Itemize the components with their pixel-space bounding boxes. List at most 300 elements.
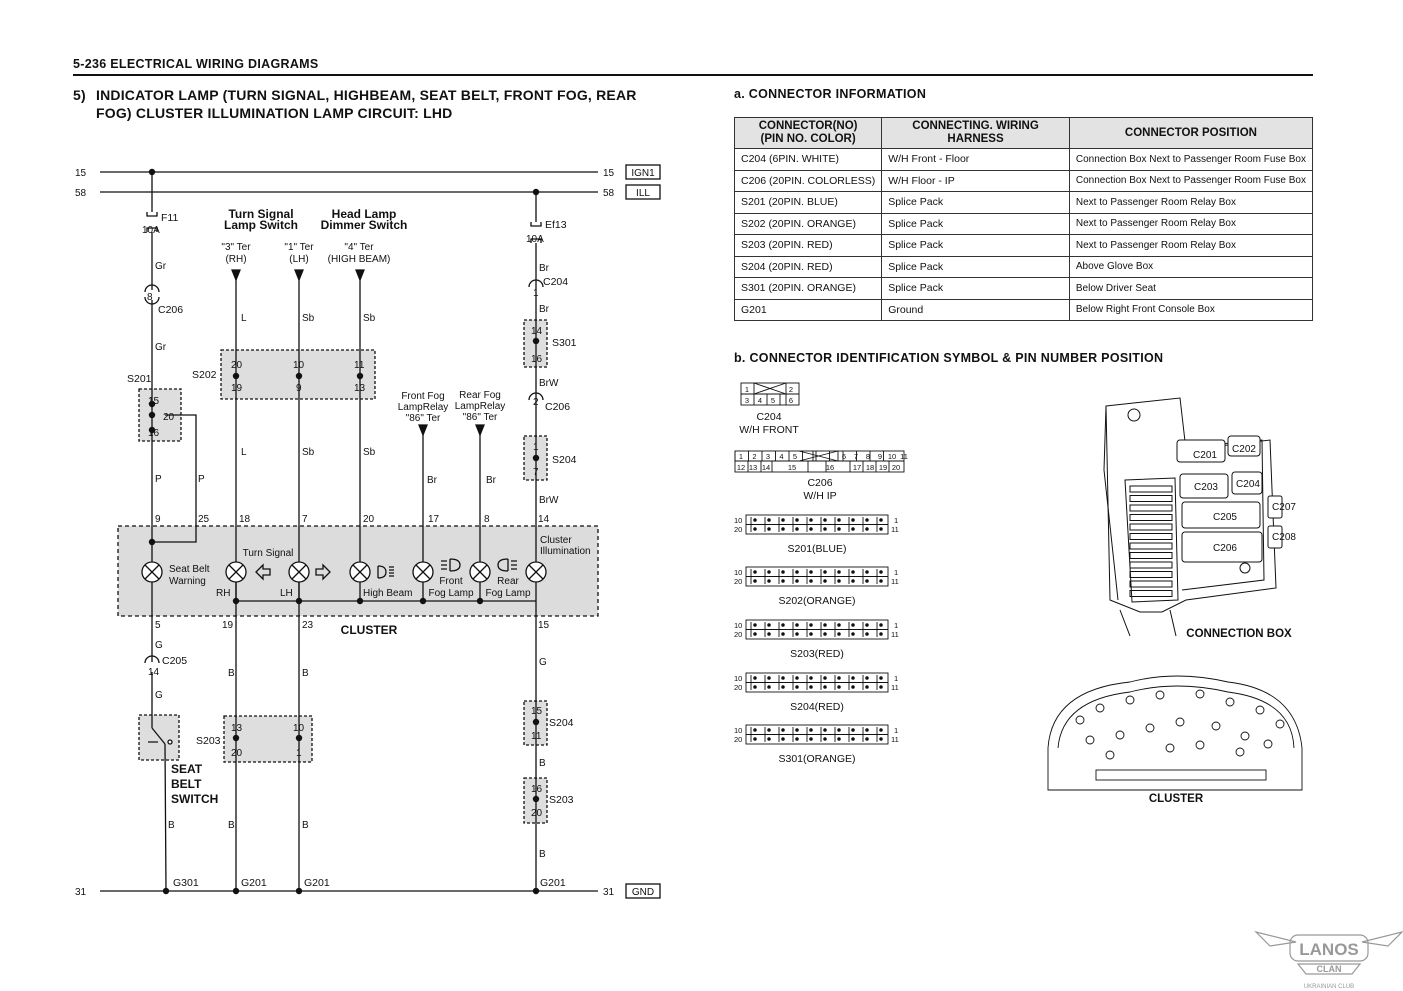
splice-pack-label: S301(ORANGE) [778,753,856,765]
pack-pin-label: 11 [891,525,899,534]
wire-color-label: B [302,820,309,831]
rf-relay-arrow [476,425,484,435]
cell-harness: W/H Front - Floor [882,149,1070,171]
c206-pin: 8 [865,452,871,461]
turn-switch-title-1: Turn Signal [228,207,294,221]
pack-pin [838,571,841,574]
watermark-text [1299,940,1359,990]
c206-pin: 12 [736,463,746,472]
pin-number: 11 [531,731,542,742]
cell-harness: Splice Pack [882,192,1070,214]
pack-pin-label: 11 [891,577,899,586]
fuse-ef13-label: Ef13 [545,219,567,231]
cell-connector: G201 [735,299,882,321]
pack-pin [768,677,771,680]
pack-pin [782,571,785,574]
pack-pin [782,738,785,741]
ill-label: ILL [636,188,650,199]
wire-color-label: L [241,447,247,458]
pack-pin [754,580,757,583]
s301-label: S301 [552,337,577,349]
splice-dot [420,598,426,604]
cb-connector-label: C204 [1236,479,1260,490]
cell-harness: Splice Pack [882,213,1070,235]
cell-position: Below Driver Seat [1069,278,1312,300]
pin-number: 9 [296,383,302,394]
pack-pin [796,580,799,583]
watermark-tagline: UKRAINIAN CLUB [1303,984,1355,990]
cell-position: Next to Passenger Room Relay Box [1069,192,1312,214]
wire-color-label: G [155,640,163,651]
c206-pin: 13 [748,463,758,472]
ff-relay-arrow [419,425,427,435]
cell-connector: C206 (20PIN. COLORLESS) [735,170,882,192]
c206-pin: 6 [841,452,847,461]
pack-pin [768,729,771,732]
bus-58-left: 58 [75,188,87,199]
wire-color-label: B [228,668,235,679]
pack-pin [754,633,757,636]
wire-color-label: BrW [539,495,559,506]
pack-pin [824,633,827,636]
pin-number: 17 [428,514,440,525]
pack-pin [824,528,827,531]
pack-pin [824,677,827,680]
cb-connector-label: C203 [1194,482,1218,493]
bus-31-left: 31 [75,887,87,898]
splice-dot [149,169,155,175]
pin-number: 13 [231,723,243,734]
pin-number: 25 [198,514,210,525]
lh-label: LH [280,588,293,599]
cell-harness: Splice Pack [882,278,1070,300]
ter1-label: "1" Ter [284,242,314,253]
rh-label: RH [216,588,231,599]
rear-fog-relay-label: Rear Fog [459,390,501,401]
page-header: 5-236 ELECTRICAL WIRING DIAGRAMS [73,57,319,71]
pack-pin [866,519,869,522]
pin-number: 16 [148,428,160,439]
pack-pin-label: 20 [734,735,743,744]
splice-pack-label: S203(RED) [790,648,844,660]
cell-connector: S202 (20PIN. ORANGE) [735,213,882,235]
c206-pin: 17 [852,463,862,472]
pack-pin [824,624,827,627]
pack-pin [782,729,785,732]
pack-pin [768,519,771,522]
pin-number: 15 [531,706,543,717]
pack-pin [754,571,757,574]
pin-number: 9 [155,514,161,525]
splice-dot [533,189,539,195]
pin-number: 11 [354,360,365,371]
pack-pin [754,729,757,732]
splice-dot [233,735,239,741]
pack-pin [768,571,771,574]
pin-number: 10 [293,723,305,734]
pack-pin [810,571,813,574]
pack-pin [852,580,855,583]
splice-dot [233,888,239,894]
c204-pin: 3 [744,396,750,405]
pack-pin-label: 20 [734,577,743,586]
pack-pin [838,729,841,732]
s201-label: S201 [127,373,152,385]
pin-number: 15 [148,396,160,407]
cell-harness: Splice Pack [882,235,1070,257]
pack-pin [782,528,785,531]
cell-position: Next to Passenger Room Relay Box [1069,213,1312,235]
c206-pin: 2 [752,452,757,461]
cell-position: Above Glove Box [1069,256,1312,278]
wire-color-label: Br [427,475,437,486]
c206-label-right: C206 [545,401,571,413]
cluster-title: CLUSTER [340,623,398,637]
c204-pin: 5 [770,396,776,405]
pack-pin [810,729,813,732]
bus-31-right: 31 [603,887,615,898]
cell-harness: W/H Floor - IP [882,170,1070,192]
wire-color-label: P [155,474,162,485]
pack-pin [838,633,841,636]
pack-pin [754,686,757,689]
wire-color-label: Br [539,263,549,274]
pack-pin [824,580,827,583]
c206-pin: 4 [779,452,784,461]
pack-pin [796,528,799,531]
pack-pin [866,633,869,636]
splice-dot [149,412,155,418]
wire-color-label: Sb [302,447,315,458]
wire-color-label: P [198,474,205,485]
col-connector: CONNECTOR(NO) (PIN NO. COLOR) [735,118,882,149]
c206-label-left: C206 [158,304,184,316]
pin-number: 5 [155,620,161,631]
cb-connector-label: C202 [1232,444,1256,455]
pack-pin-label: 11 [891,735,899,744]
splice-dot [477,598,483,604]
ter1-arrow [295,270,303,280]
pack-pin [852,571,855,574]
pack-pin [838,519,841,522]
cell-connector: S204 (20PIN. RED) [735,256,882,278]
wire-color-label: Sb [363,313,376,324]
pack-pin [782,624,785,627]
pack-pin [810,519,813,522]
pack-pin [824,519,827,522]
pack-pin [852,677,855,680]
s204-label-top: S204 [552,454,577,466]
rear-fog-relay-label: "86" Ter [462,412,498,423]
pack-pin [880,571,883,574]
c206-pin: 18 [865,463,875,472]
pin-number: 23 [302,620,314,631]
splice-dot [296,735,302,741]
cell-position: Below Right Front Console Box [1069,299,1312,321]
pack-pin [782,633,785,636]
pack-pin [866,729,869,732]
pack-pin-label: 1 [894,621,899,630]
pack-pin [796,729,799,732]
c204-symbol-sub: W/H FRONT [739,424,799,436]
cell-connector: S301 (20PIN. ORANGE) [735,278,882,300]
pack-pin-label: 1 [894,568,899,577]
front-fog-lamp-label: Front [439,576,463,587]
fuse-ef13-amp: 10A [526,234,544,245]
title-line-2: FOG) CLUSTER ILLUMINATION LAMP CIRCUIT: LHD [96,105,453,121]
splice-dot [533,796,539,802]
g301-label: G301 [173,877,199,889]
cb-connector-label: C205 [1213,512,1237,523]
watermark-name: LANOS [1299,940,1359,959]
splice-dot [533,338,539,344]
pack-pin [768,580,771,583]
c206-pin: 7 [853,452,859,461]
front-fog-lamp-label: Fog Lamp [428,588,474,599]
cb-connector-label: C201 [1193,450,1217,461]
g201-label: G201 [540,877,566,889]
wire-color-label: B [228,820,235,831]
connection-box-label: CONNECTION BOX [1186,628,1292,640]
pack-pin [810,580,813,583]
pack-pin [880,528,883,531]
pack-pin [754,738,757,741]
pack-pin [852,686,855,689]
seat-belt-lamp-label: Warning [169,576,206,587]
pack-pin [838,686,841,689]
pack-pin [768,738,771,741]
title-line-1: INDICATOR LAMP (TURN SIGNAL, HIGHBEAM, SEAT BELT, FRONT FOG, REAR [96,87,637,103]
head-switch-title-1: Head Lamp [331,207,397,221]
pack-pin-label: 20 [734,630,743,639]
pack-pin [852,738,855,741]
pack-pin [810,528,813,531]
pin-number: 20 [531,808,543,819]
splice-dot [357,373,363,379]
pin-number: 1 [533,442,539,453]
seat-belt-switch-label: SEAT [171,762,203,776]
pack-pin [880,729,883,732]
pack-pin-label: 20 [734,525,743,534]
pack-pin [810,677,813,680]
col-position: CONNECTOR POSITION [1069,118,1312,149]
pin-number: 1 [533,288,539,299]
seat-belt-switch-label: BELT [171,777,202,791]
pack-pin-label: 10 [734,568,743,577]
pin-number: 7 [302,514,308,525]
pack-pin [810,686,813,689]
wire-color-label: Sb [363,447,376,458]
c206-pin: 1 [738,452,744,461]
splice-dot [233,373,239,379]
pack-pin [810,738,813,741]
connector-symbols [735,383,904,744]
ter1-sub: (LH) [289,254,309,265]
pack-pin [866,528,869,531]
c206-pin: 14 [761,463,771,472]
pack-pin [754,677,757,680]
pin-number: 2 [533,397,539,408]
c206-pin: 10 [887,452,897,461]
pin-number: 7 [533,467,539,478]
high-beam-label: High Beam [363,588,413,599]
seat-switch-terminal [168,740,172,744]
pack-pin [768,686,771,689]
rear-fog-lamp-label: Fog Lamp [485,588,531,599]
s204-label-bottom: S204 [549,717,574,729]
c204-pin: 1 [744,385,750,394]
pin-number: 8 [484,514,490,525]
rear-fog-relay-label: LampRelay [454,401,506,412]
pack-pin [768,624,771,627]
pack-pin [768,528,771,531]
pack-pin [796,738,799,741]
pack-pin [838,580,841,583]
splice-dot [533,455,539,461]
wire-color-label: B [302,668,309,679]
cell-position: Connection Box Next to Passenger Room Fuse Box [1069,170,1312,192]
cell-connector: S201 (20PIN. BLUE) [735,192,882,214]
pack-pin [880,624,883,627]
pack-pin [754,519,757,522]
pack-pin [824,738,827,741]
pack-pin [782,686,785,689]
pin-number: 20 [231,360,243,371]
pack-pin [796,677,799,680]
s203-label-left: S203 [196,735,221,747]
c206-pin: 20 [891,463,901,472]
seat-belt-lamp-label: Seat Belt [169,564,210,575]
cluster-illum-label: Cluster [540,535,572,546]
pack-pin [880,580,883,583]
ter3-sub: (RH) [225,254,247,265]
cb-connector-label: C207 [1272,502,1296,513]
rear-fog-lamp-label: Rear [497,576,519,587]
wire-color-label: L [241,313,247,324]
connector-info-heading: a. CONNECTOR INFORMATION [734,87,927,101]
pack-pin [866,677,869,680]
bus-15-left: 15 [75,168,87,179]
pin-number: 8 [147,292,153,303]
pack-pin-label: 10 [734,621,743,630]
pack-pin [866,686,869,689]
head-switch-title-2: Dimmer Switch [320,218,408,232]
bus-15-right: 15 [603,168,615,179]
ter4-sub: (HIGH BEAM) [327,254,391,265]
wire-color-label: Br [486,475,496,486]
col-harness: CONNECTING. WIRING HARNESS [882,118,1070,149]
pack-pin-label: 1 [894,516,899,525]
front-fog-relay-label: Front Fog [401,391,445,402]
cell-harness: Ground [882,299,1070,321]
ter4-label: "4" Ter [344,242,374,253]
wire-color-label: Sb [302,313,315,324]
pack-pin-label: 1 [894,674,899,683]
front-fog-relay-label: "86" Ter [405,413,441,424]
front-fog-relay-label: LampRelay [397,402,449,413]
wire-color-label: G [539,657,547,668]
pack-pin [810,624,813,627]
pack-pin [754,624,757,627]
pack-pin [880,519,883,522]
c204-pin: 2 [788,385,794,394]
g201-label: G201 [241,877,267,889]
connector-symbols-heading: b. CONNECTOR IDENTIFICATION SYMBOL & PIN NUMBER POSITION [734,351,1164,365]
pack-pin [866,580,869,583]
pack-pin [782,677,785,680]
s202-label: S202 [192,369,217,381]
pack-pin [796,571,799,574]
pack-pin-label: 1 [894,726,899,735]
title-number: 5) [73,87,86,103]
fuse-f11-amp: 10A [142,225,160,236]
wire-color-label: Gr [155,342,167,353]
pack-pin [852,519,855,522]
c206-symbol-sub: W/H IP [803,490,837,502]
pin-number: 20 [163,412,175,423]
splice-dot [296,373,302,379]
c206-symbol-label: C206 [807,477,833,489]
pin-number: 20 [231,748,243,759]
pack-pin [880,738,883,741]
pack-pin [880,677,883,680]
pin-number: 18 [239,514,251,525]
watermark-sub: CLAN [1316,964,1342,974]
pack-pin [852,729,855,732]
s203-label-right: S203 [549,794,574,806]
turn-signal-lamp-label: Turn Signal [242,548,294,559]
cluster-drawing-label: CLUSTER [1148,793,1204,805]
pin-number: 16 [531,354,543,365]
cluster-illum-label: Illumination [540,546,591,557]
cell-harness: Splice Pack [882,256,1070,278]
g201-label: G201 [304,877,330,889]
c205-label: C205 [162,655,188,667]
pack-pin [768,633,771,636]
c204-symbol-label: C204 [756,411,782,423]
ter3-arrow [232,270,240,280]
c204-pin: 4 [757,396,763,405]
cb-connector-label: C206 [1213,543,1237,554]
turn-switch-title-2: Lamp Switch [223,218,299,232]
pack-pin [866,571,869,574]
pack-pin [782,580,785,583]
pin-number: 14 [538,514,550,525]
c206-pin: 3 [765,452,771,461]
c206-pin: 9 [877,452,883,461]
pack-pin-label: 11 [891,630,899,639]
pin-number: 1 [296,748,302,759]
splice-pack-label: S202(ORANGE) [778,595,856,607]
c206-pin: 19 [878,463,888,472]
pack-pin [754,528,757,531]
cell-position: Connection Box Next to Passenger Room Fuse Box [1069,149,1312,171]
pin-number: 13 [354,383,366,394]
c206-pin: 16 [825,463,835,472]
c206-pin: 11 [900,452,908,461]
wire-color-label: Gr [155,261,167,272]
pack-pin-label: 10 [734,516,743,525]
pack-pin [852,624,855,627]
splice-dot [533,719,539,725]
splice-pack-label: S204(RED) [790,701,844,713]
pack-pin [852,633,855,636]
pin-number: 16 [531,784,543,795]
pack-pin [838,528,841,531]
pin-number: 19 [222,620,234,631]
wire-color-label: Br [539,304,549,315]
fuse-f11-label: F11 [161,212,179,224]
